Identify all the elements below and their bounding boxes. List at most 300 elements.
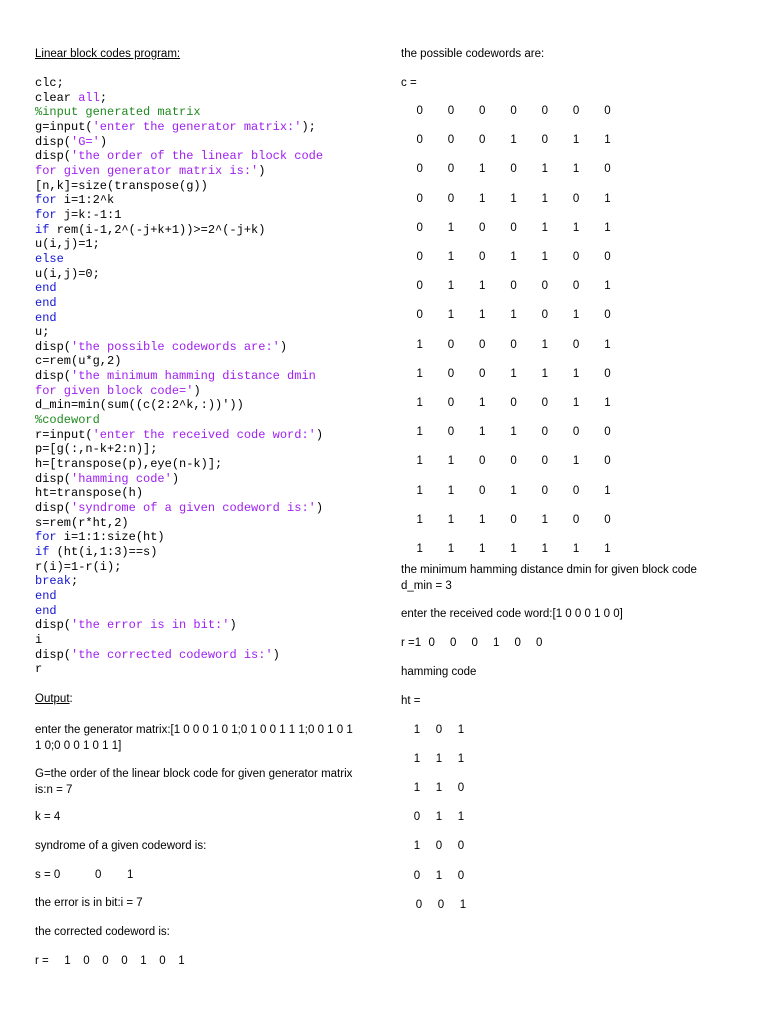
code-text: [n,k]=size(transpose(g)) (35, 178, 208, 193)
code-text: r=input( (35, 427, 93, 442)
error-bit-line: the error is in bit:i = 7 (35, 897, 143, 909)
corrected-bit: 0 (83, 955, 90, 967)
code-text: ) (315, 427, 324, 442)
code-line (35, 120, 323, 135)
codeword-bit: 1 (416, 484, 423, 497)
code-string: 'the minimum hamming distance dmin (71, 369, 316, 384)
codeword-bit: 0 (604, 513, 611, 526)
code-line (35, 501, 323, 516)
code-keyword: end (35, 588, 57, 603)
generator-input-line: enter the generator matrix:[1 0 0 0 1 0 1;0 1 0 0 1 1 1;0 0 1 0 1 1 0;0 0 0 1 0 1 1] (35, 724, 353, 752)
codeword-bit: 0 (479, 134, 486, 147)
code-line (35, 384, 323, 399)
codeword-bit: 0 (541, 455, 549, 468)
codewords-label: the possible codewords are: (401, 48, 545, 60)
code-text: ) (171, 471, 180, 486)
code-text: i=1:1:size(ht) (56, 530, 165, 545)
codeword-bit: 0 (447, 192, 455, 205)
codeword-bit: 1 (572, 134, 580, 147)
codeword-row (404, 543, 623, 555)
code-line (35, 516, 323, 531)
codeword-row (404, 397, 623, 409)
codeword-bit: 0 (479, 455, 486, 468)
code-line (35, 105, 323, 120)
code-line (35, 472, 323, 487)
code-text: ; (99, 90, 108, 105)
code-string: 'the order of the linear block code (71, 149, 324, 164)
codeword-bit: 1 (541, 221, 549, 234)
codeword-bit: 0 (604, 426, 611, 439)
code-text: c=rem(u*g,2) (35, 354, 122, 369)
code-text: g=input( (35, 119, 93, 134)
corrected-bit: 0 (121, 955, 128, 967)
codeword-bit: 0 (479, 367, 486, 380)
codeword-bit: 1 (510, 426, 517, 439)
codeword-bit: 1 (572, 543, 580, 555)
codeword-bit: 1 (479, 426, 486, 439)
code-keyword: break (35, 574, 72, 589)
output-heading (35, 693, 73, 705)
codeword-bit: 1 (416, 367, 423, 380)
code-string: 'the error is in bit:' (71, 618, 230, 633)
ht-bit: 0 (457, 782, 465, 795)
ht-bit: 0 (413, 811, 421, 824)
code-listing (35, 76, 323, 677)
code-text: ) (99, 134, 108, 149)
codeword-bit: 1 (604, 338, 611, 351)
code-text: disp( (35, 471, 72, 486)
code-text: ; (71, 574, 79, 589)
code-string: for given generator matrix is:' (35, 163, 259, 178)
codeword-row (404, 222, 623, 234)
code-line (35, 281, 323, 296)
code-line (35, 633, 323, 648)
codeword-bit: 1 (572, 163, 580, 176)
code-text: u(i,j)=0; (35, 266, 100, 281)
corrected-codeword-values (58, 955, 191, 967)
s-label: s = 0 (35, 869, 61, 881)
code-string: for given block code=' (35, 383, 194, 398)
codeword-bit: 0 (416, 105, 423, 117)
codeword-row (404, 485, 623, 497)
codeword-bit: 0 (510, 455, 517, 468)
ht-bit: 0 (435, 840, 443, 853)
codeword-bit: 1 (447, 543, 455, 555)
codeword-bit: 0 (510, 163, 517, 176)
codeword-bit: 0 (510, 280, 517, 293)
code-comment: %codeword (35, 413, 100, 428)
code-line (35, 457, 323, 472)
codeword-bit: 1 (510, 192, 517, 205)
codeword-bit: 1 (447, 280, 455, 293)
received-bit: 0 (471, 637, 478, 649)
code-line (35, 311, 323, 326)
code-line (35, 413, 323, 428)
code-text: disp( (35, 134, 72, 149)
codeword-bit: 0 (479, 251, 486, 263)
codeword-bit: 0 (479, 338, 486, 351)
ht-bit: 1 (413, 753, 421, 766)
codeword-bit: 0 (572, 513, 580, 526)
codeword-bit: 0 (510, 221, 517, 234)
code-text: ) (315, 501, 324, 516)
codeword-bit: 1 (416, 455, 423, 468)
code-line (35, 223, 323, 238)
codeword-bit: 0 (541, 484, 549, 497)
code-text: ) (258, 163, 266, 178)
codeword-row (404, 426, 623, 438)
codeword-bit: 0 (510, 397, 517, 409)
s-value-2: 0 (95, 869, 102, 881)
codeword-bit: 1 (447, 484, 455, 497)
ht-row (406, 811, 472, 823)
codeword-row (404, 105, 623, 117)
codeword-bit: 1 (416, 543, 423, 555)
dmin-label: the minimum hamming distance dmin for given block code (401, 564, 697, 576)
code-keyword: end (35, 310, 57, 325)
code-keyword: for (35, 193, 57, 208)
code-text: i=1:2^k (56, 193, 115, 208)
ht-bit: 1 (435, 782, 443, 795)
ht-row (406, 753, 472, 765)
dmin-value: d_min = 3 (401, 580, 452, 592)
code-text: ) (229, 618, 237, 633)
codeword-bit: 1 (416, 338, 423, 351)
ht-bit: 1 (457, 724, 465, 736)
ht-bit: 1 (413, 782, 421, 795)
code-line (35, 149, 323, 164)
ht-row (406, 724, 472, 736)
codeword-bit: 0 (604, 367, 611, 380)
ht-bit: 1 (457, 753, 465, 766)
corrected-r-label: r = (35, 955, 49, 967)
code-line (35, 618, 323, 633)
received-bit: 0 (450, 637, 457, 649)
ht-bit: 1 (459, 898, 467, 911)
ht-row (406, 870, 472, 882)
codeword-bit: 1 (416, 397, 423, 409)
codeword-bit: 0 (541, 105, 549, 117)
code-line (35, 662, 323, 677)
code-keyword: end (35, 603, 57, 618)
codeword-bit: 0 (416, 280, 423, 293)
order-output-line: G=the order of the linear block code for given generator matrix is:n = 7 (35, 768, 353, 796)
code-line (35, 560, 323, 575)
codeword-row (404, 134, 623, 146)
code-line (35, 193, 323, 208)
codeword-bit: 0 (541, 426, 549, 439)
code-line (35, 135, 323, 150)
code-line (35, 574, 323, 589)
codeword-bit: 0 (479, 221, 486, 234)
code-line (35, 428, 323, 443)
codeword-bit: 1 (479, 192, 486, 205)
corrected-bit: 0 (102, 955, 109, 967)
code-text: s=rem(r*ht,2) (35, 515, 129, 530)
code-line (35, 325, 323, 340)
code-string: 'the possible codewords are:' (71, 339, 280, 354)
codeword-bit: 1 (447, 309, 455, 322)
c-label: c = (401, 77, 417, 89)
codeword-bit: 1 (541, 543, 549, 555)
corrected-bit: 0 (159, 955, 166, 967)
code-line (35, 296, 323, 311)
code-text: u; (35, 325, 50, 340)
codeword-row (404, 251, 623, 263)
code-line (35, 267, 323, 282)
codeword-bit: 1 (447, 251, 455, 263)
ht-row (406, 840, 472, 852)
codeword-bit: 0 (604, 163, 611, 176)
corrected-bit: 1 (178, 955, 185, 967)
codeword-bit: 1 (604, 221, 611, 234)
code-text: i (35, 632, 43, 647)
codeword-row (404, 455, 623, 467)
code-line (35, 369, 323, 384)
code-string: 'hamming code' (71, 471, 172, 486)
codeword-bit: 1 (510, 251, 517, 263)
corrected-bit: 1 (64, 955, 71, 967)
codeword-bit: 0 (447, 163, 455, 176)
code-text: disp( (35, 501, 72, 516)
code-text: disp( (35, 149, 72, 164)
ht-label: ht = (401, 695, 421, 707)
code-text: clc; (35, 76, 64, 90)
ht-bit: 1 (435, 869, 443, 882)
code-keyword: else (35, 251, 64, 266)
codeword-bit: 0 (447, 338, 455, 351)
code-text: ); (301, 119, 316, 134)
codeword-bit: 1 (604, 134, 611, 147)
codeword-bit: 0 (416, 309, 423, 322)
codeword-bit: 0 (447, 134, 455, 147)
codeword-bit: 0 (541, 309, 549, 322)
code-string: 'enter the generator matrix:' (92, 119, 302, 134)
codeword-bit: 1 (479, 543, 486, 555)
code-comment: %input generated matrix (35, 105, 201, 120)
code-text: ) (272, 647, 280, 662)
code-line (35, 545, 323, 560)
codeword-bit: 1 (479, 513, 486, 526)
codeword-bit: 0 (541, 397, 549, 409)
codeword-bit: 1 (510, 309, 517, 322)
code-line (35, 76, 323, 91)
corrected-bit: 1 (140, 955, 147, 967)
ht-bit: 1 (435, 811, 443, 824)
ht-bit: 0 (415, 898, 423, 911)
codeword-bit: 0 (572, 280, 580, 293)
code-line (35, 164, 323, 179)
ht-bit: 0 (457, 869, 465, 882)
ht-bit: 1 (413, 724, 421, 736)
output-heading-text: Output (35, 693, 70, 705)
code-text: disp( (35, 647, 72, 662)
codeword-bit: 0 (604, 105, 611, 117)
code-text: disp( (35, 369, 72, 384)
codeword-bit: 1 (447, 221, 455, 234)
code-string: 'the corrected codeword is:' (71, 647, 273, 662)
code-line (35, 530, 323, 545)
code-line (35, 91, 323, 106)
program-title: Linear block codes program: (35, 48, 181, 60)
codeword-bit: 0 (604, 309, 611, 322)
codeword-bit: 1 (479, 397, 486, 409)
codeword-bit: 1 (572, 367, 580, 380)
code-string: 'enter the received code word:' (92, 427, 316, 442)
code-string: 'syndrome of a given codeword is:' (71, 501, 316, 516)
codeword-bit: 1 (572, 455, 580, 468)
code-text: ht=transpose(h) (35, 486, 144, 501)
codeword-bit: 1 (541, 163, 549, 176)
codeword-bit: 0 (447, 105, 455, 117)
ht-bit: 0 (457, 840, 465, 853)
codeword-bit: 1 (541, 513, 549, 526)
code-text: h=[transpose(p),eye(n-k)]; (35, 457, 223, 472)
codeword-bit: 0 (541, 134, 549, 147)
codeword-bit: 0 (416, 192, 423, 205)
codeword-bit: 0 (479, 484, 486, 497)
codeword-bit: 1 (604, 192, 611, 205)
codeword-bit: 0 (604, 455, 611, 468)
code-keyword: for (35, 207, 57, 222)
corrected-label: the corrected codeword is: (35, 926, 170, 938)
ht-bit: 0 (413, 869, 421, 882)
codeword-bit: 0 (572, 192, 580, 205)
hamming-label: hamming code (401, 666, 477, 678)
ht-bit: 1 (413, 840, 421, 853)
codeword-bit: 1 (541, 251, 549, 263)
codeword-bit: 0 (416, 163, 423, 176)
code-line (35, 486, 323, 501)
codeword-bit: 0 (572, 251, 580, 263)
codeword-bit: 1 (447, 513, 455, 526)
codeword-bit: 0 (510, 513, 517, 526)
output-heading-colon: : (69, 693, 73, 705)
codeword-bit: 1 (604, 397, 611, 409)
codeword-bit: 0 (416, 221, 423, 234)
code-text: disp( (35, 618, 72, 633)
codeword-bit: 1 (541, 338, 549, 351)
ht-row (408, 899, 474, 911)
codeword-bit: 1 (541, 367, 549, 380)
codeword-bit: 1 (572, 221, 580, 234)
codeword-bit: 1 (510, 484, 517, 497)
codeword-bit: 1 (416, 426, 423, 439)
code-text: disp( (35, 339, 72, 354)
codeword-bit: 0 (479, 105, 486, 117)
codeword-row (404, 163, 623, 175)
code-string: 'G=' (71, 134, 100, 149)
codeword-bit: 1 (572, 309, 580, 322)
codeword-bit: 1 (541, 192, 549, 205)
code-text: r(i)=1-r(i); (35, 559, 122, 574)
codeword-row (404, 368, 623, 380)
code-line (35, 354, 323, 369)
codeword-bit: 0 (416, 251, 423, 263)
code-line (35, 340, 323, 355)
codeword-bit: 0 (572, 484, 580, 497)
codeword-bit: 1 (447, 455, 455, 468)
code-keyword: end (35, 281, 57, 296)
codeword-bit: 1 (604, 280, 611, 293)
codeword-row (404, 309, 623, 321)
code-text: u(i,j)=1; (35, 237, 100, 252)
codeword-bit: 1 (604, 484, 611, 497)
codeword-bit: 0 (572, 426, 580, 439)
codeword-bit: 0 (604, 251, 611, 263)
codeword-bit: 0 (572, 105, 580, 117)
codeword-row (404, 339, 623, 351)
received-bit: 0 (428, 637, 435, 649)
codeword-bit: 1 (510, 134, 517, 147)
code-text: j=k:-1:1 (56, 207, 122, 222)
code-line (35, 604, 323, 619)
code-text: rem(i-1,2^(-j+k+1))>=2^(-j+k) (49, 222, 266, 237)
codeword-bit: 0 (447, 426, 455, 439)
code-keyword: for (35, 530, 57, 545)
ht-bit: 0 (435, 724, 443, 736)
codeword-bit: 1 (510, 367, 517, 380)
codeword-bit: 0 (510, 105, 517, 117)
codeword-bit: 1 (479, 163, 486, 176)
ht-bit: 1 (435, 753, 443, 766)
k-output-line: k = 4 (35, 811, 61, 823)
code-line (35, 208, 323, 223)
codeword-bit: 1 (416, 513, 423, 526)
codeword-bit: 0 (447, 397, 455, 409)
codeword-row (404, 514, 623, 526)
ht-row (406, 782, 472, 794)
codeword-bit: 0 (447, 367, 455, 380)
code-keyword: end (35, 295, 57, 310)
code-text: (ht(i,1:3)==s) (49, 545, 158, 559)
code-text: clear (35, 90, 79, 105)
ht-bit: 1 (457, 811, 465, 824)
codeword-bit: 1 (572, 397, 580, 409)
code-keyword: if (35, 545, 50, 559)
codeword-bit: 0 (572, 338, 580, 351)
code-text: d_min=min(sum((c(2:2^k,:))')) (35, 398, 244, 413)
code-line (35, 442, 323, 457)
code-text: ) (279, 339, 288, 354)
code-line (35, 398, 323, 413)
code-text: ) (193, 383, 201, 398)
received-bit: 0 (514, 637, 521, 649)
codeword-row (404, 193, 623, 205)
code-line (35, 179, 323, 194)
received-codeword-values (421, 637, 550, 649)
codeword-bit: 0 (541, 280, 549, 293)
received-r-label: r =1 (401, 637, 422, 649)
code-keyword: if (35, 222, 50, 237)
codeword-bit: 1 (479, 280, 486, 293)
s-value-3: 1 (127, 869, 134, 881)
codeword-bit: 1 (479, 309, 486, 322)
code-line (35, 589, 323, 604)
code-line (35, 237, 323, 252)
code-line (35, 252, 323, 267)
codeword-bit: 1 (510, 543, 517, 555)
codeword-bit: 0 (416, 134, 423, 147)
codeword-bit: 1 (604, 543, 611, 555)
code-line (35, 648, 323, 663)
code-string: all (78, 90, 100, 105)
code-text: p=[g(:,n-k+2:n)]; (35, 442, 158, 457)
received-input-line: enter the received code word:[1 0 0 0 1 0 0] (401, 608, 623, 620)
codeword-row (404, 280, 623, 292)
ht-bit: 0 (437, 898, 445, 911)
syndrome-label: syndrome of a given codeword is: (35, 840, 207, 852)
